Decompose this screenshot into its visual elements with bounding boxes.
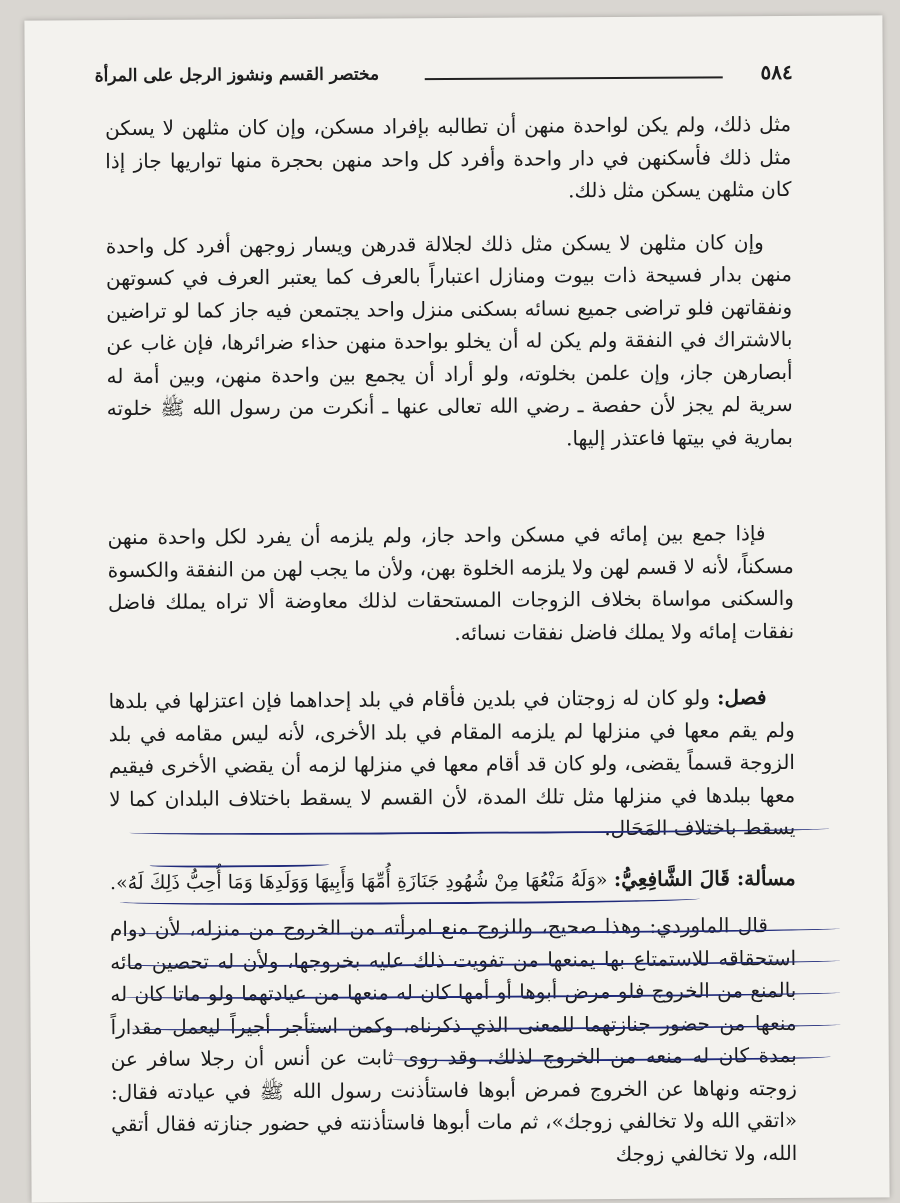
running-title: مختصر القسم ونشوز الرجل على المرأة	[94, 64, 380, 87]
page-header	[95, 60, 793, 98]
paragraph-2: وإن كان مثلهن لا يسكن مثل ذلك لجلالة قدرهن ويسار زوجهن أفرد كل واحدة منهن بدار فسيحة ذات بيوت ومنازل اعتباراً بالعرف كما يعتبر العرف في كسوتهن ونفقاتهن فلو تراضى جميع نسائه بسكنى منزل واحد يجتمعن فيه جاز كما لو تراضين بالاشتراك في النفقة ولم يكن له أن يخلو بواحدة منهن حذاء ضرائرها، فإن غاب عن أبصارهن جاز، وإن علمن بخلوته، ولو أراد أن يجمع بين واحدة منهن، وبين أمة له سرية لم يجز لأن حفصة ـ رضي الله تعالى عنها ـ أنكرت من رسول الله ﷺ خلوته بمارية في بيتها فاعتذر إليها.	[105, 229, 794, 450]
fasl-text: ولو كان له زوجتان في بلدين فأقام في بلد إحداهما فإن اعتزلها في بلدها ولم يقم معها في منزلها لم يلزمه المقام في بلد الأخرى، لأنه ليس مقامه في بلد الزوجة قسماً يقضى، ولو كان قد أقام معها في منزلها لزمه أن يقضي الأخرى فيقيم معها ببلدها في منزلها مثل تلك المدة، لأن القسم لا يسقط باختلاف البلدان كما لا يسقط باختلاف المَحَال.	[108, 685, 796, 841]
header-rule	[425, 76, 723, 80]
paragraph-mawardi: قال الماوردي: وهذا صحيح، وللزوج منع امرأته من الخروج من منزله، لأن دوام استحقاقه للاستمتاع بها يمنعها من تفويت ذلك عليه بخروجها، ولأن له تحصين مائه بالمنع من الخروج فلو مرض أبوها أو أمها كان له منعها من عيادتهما ولو ماتا كان له منعها من حضور جنازتهما للمعنى الذي ذكرناه، وكمن استأجر أجيراً ليعمل مقداراً بمدة كان له منعه من الخروج لذلك، وقد روى ثابت عن أنس أن رجلا سافر عن زوجته ونهاها عن الخروج فمرض أبوها فاستأذنت رسول الله ﷺ في عيادته فقال: «اتقي الله ولا تخالفي زوجك»، ثم مات أبوها فاستأذنته في حضور جنازته فقال أتقي الله، ولا تخالفي زوجك	[109, 913, 798, 1166]
fasl-heading: فصل:	[717, 685, 767, 710]
masala-quote: «وَلَهُ مَنْعُهَا مِنْ شُهُودِ جَنَازَةِ أُمِّهَا وَأَبِيهَا وَوَلَدِهَا وَمَا أُحِبُّ ذَلِكَ لَهُ».	[109, 868, 608, 894]
paragraph-fasl	[108, 681, 795, 848]
masala-heading: مسألة: قَالَ الشَّافِعِيُّ:	[613, 865, 796, 891]
paragraph-3: فإذا جمع بين إمائه في مسكن واحد جاز، ولم يلزمه أن يفرد لكل واحدة منهن مسكناً، لأنه لا قسم لهن ولا يلزمه الخلوة بهن، ولأن ما يجب لهن من النفقة والكسوة والسكنى مواساة بخلاف الزوجات المستحقات لذلك معاوضة ألا تراه يملك فاضل نفقات إمائه ولا يملك فاضل نفقات نسائه.	[107, 521, 795, 645]
paragraph-masala	[110, 861, 796, 899]
page-body	[105, 108, 797, 1173]
book-page	[24, 15, 889, 1202]
paragraph-1: مثل ذلك، ولم يكن لواحدة منهن أن تطالبه بإفراد مسكن، وإن كان مثلهن لا يسكن مثل ذلك فأسكنهن في دار واحدة وأفرد كل واحد منهن بحجرة منها تواريها جاز إذا كان مثلهن يسكن مثل ذلك.	[104, 111, 792, 203]
page-number: ٥٨٤	[760, 59, 793, 85]
